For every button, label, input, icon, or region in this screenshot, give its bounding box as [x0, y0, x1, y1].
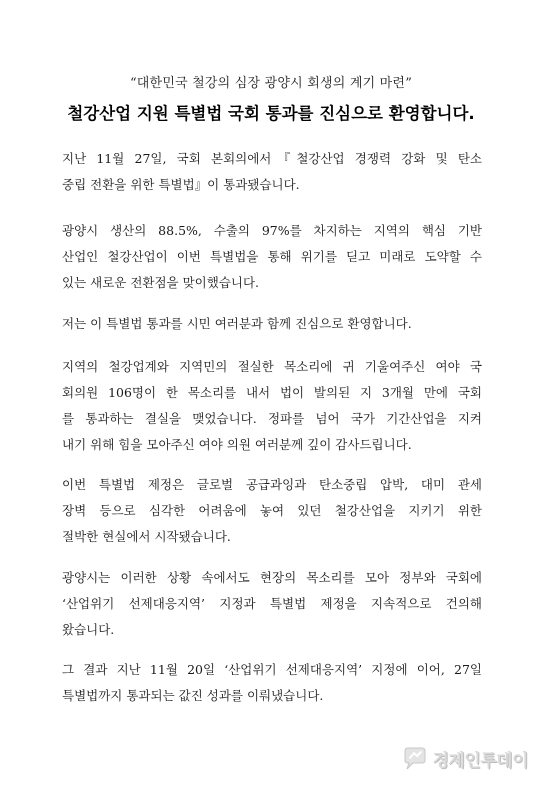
- paragraph-line: 광양시 생산의 88.5%, 수출의 97%를 차지하는 지역의 핵심 기반: [62, 223, 482, 238]
- watermark-text: 경제인투데이: [432, 751, 528, 771]
- paragraph-7: [62, 657, 482, 709]
- paragraph-line: 지역의 철강업계와 지역민의 절실한 목소리에 귀 기울여주신 여야 국: [62, 359, 482, 374]
- paragraph-line: 중립 전환을 위한 특별법』이 통과됐습니다.: [62, 177, 300, 192]
- paragraph-line: 있는 새로운 전환점을 맞이했습니다.: [62, 275, 260, 290]
- paragraph-line: ‘산업위기 선제대응지역’ 지정과 특별법 제정을 지속적으로 건의해: [62, 596, 482, 611]
- paragraph-6: [62, 565, 482, 643]
- paragraph-line: 이번 특별법 제정은 글로벌 공급과잉과 탄소중립 압박, 대미 관세: [62, 477, 482, 492]
- paragraph-3: [62, 311, 482, 337]
- paragraph-line: 왔습니다.: [62, 622, 115, 637]
- paragraph-line: 를 통과하는 결실을 맺었습니다. 정파를 넘어 국가 기간산업을 지켜: [62, 411, 482, 426]
- document-title: 철강산업 지원 특별법 국회 통과를 진심으로 환영합니다.: [67, 104, 475, 123]
- paragraph-5: [62, 472, 482, 550]
- paragraph-line: 장벽 등으로 심각한 어려움에 놓여 있던 철강산업을 지키기 위한: [62, 503, 482, 518]
- paragraph-line: 지난 11월 27일, 국회 본회의에서『철강산업 경쟁력 강화 및 탄소: [62, 151, 482, 166]
- paragraph-line: 광양시는 이러한 상황 속에서도 현장의 목소리를 모아 정부와 국회에: [62, 570, 482, 585]
- paragraph-line: 회의원 106명이 한 목소리를 내서 법이 발의된 지 3개월 만에 국회: [62, 385, 482, 400]
- speech-bubble-logo-icon: [402, 747, 428, 771]
- paragraph-line: 그 결과 지난 11월 20일 ‘산업위기 선제대응지역’ 지정에 이어, 27일: [62, 662, 482, 677]
- paragraph-line: 특별법까지 통과되는 값진 성과를 이뤄냈습니다.: [62, 688, 324, 703]
- paragraph-1: [62, 146, 482, 198]
- paragraph-4: [62, 354, 482, 458]
- paragraph-2: [62, 218, 482, 296]
- paragraph-line: 저는 이 특별법 통과를 시민 여러분과 함께 진심으로 환영합니다.: [62, 316, 412, 331]
- paragraph-line: 절박한 현실에서 시작됐습니다.: [62, 529, 231, 544]
- paragraph-line: 내기 위해 힘을 모아주신 여야 의원 여러분께 깊이 감사드립니다.: [62, 437, 412, 452]
- document-subtitle: “대한민국 철강의 심장 광양시 회생의 계기 마련”: [129, 76, 413, 91]
- publisher-watermark: [402, 746, 528, 771]
- paragraph-line: 산업인 철강산업이 이번 특별법을 통해 위기를 딛고 미래로 도약할 수: [62, 249, 482, 264]
